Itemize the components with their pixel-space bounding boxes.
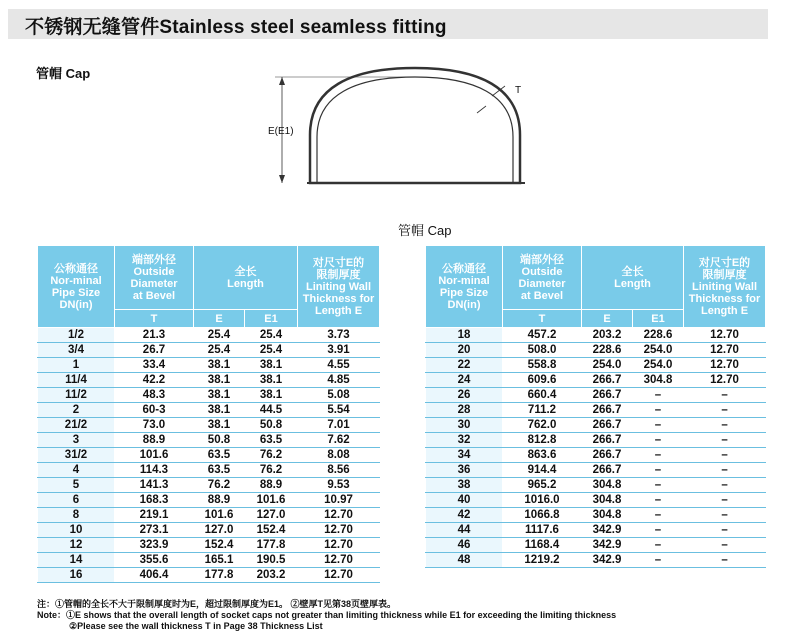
cell-pipe-size: 22 (426, 358, 503, 373)
table-row (426, 358, 766, 373)
cell-limit-thickness: 8.56 (298, 463, 380, 478)
cell-length-e1: 44.5 (245, 403, 298, 418)
header-limiting-thickness (298, 246, 380, 328)
header-line: Liniting Wall (692, 280, 757, 293)
cell-length-e1: – (633, 553, 684, 568)
cell-limit-thickness: 12.70 (298, 568, 380, 583)
table-row (38, 388, 380, 403)
cell-pipe-size: 36 (426, 463, 503, 478)
cell-pipe-size: 46 (426, 538, 503, 553)
cell-length-e: 228.6 (582, 343, 633, 358)
table-row (38, 328, 380, 343)
table-row (426, 523, 766, 538)
subheader-e: E (194, 310, 245, 328)
cell-length-e: 266.7 (582, 448, 633, 463)
cell-limit-thickness: 12.70 (684, 328, 766, 343)
header-length (582, 246, 684, 310)
cell-pipe-size: 16 (38, 568, 115, 583)
cell-length-e1: 63.5 (245, 433, 298, 448)
cell-limit-thickness: 12.70 (684, 358, 766, 373)
cell-pipe-size: 18 (426, 328, 503, 343)
cell-length-e1: – (633, 403, 684, 418)
table-row (38, 553, 380, 568)
cell-limit-thickness: 9.53 (298, 478, 380, 493)
table-row (426, 418, 766, 433)
header-line: 限制厚度 (702, 268, 747, 281)
header-line: 全长 (234, 265, 257, 278)
cell-limit-thickness: 12.70 (298, 523, 380, 538)
cell-outside-diameter: 812.8 (503, 433, 582, 448)
cell-limit-thickness: – (684, 463, 766, 478)
header-line: 全长 (621, 265, 644, 278)
cell-pipe-size: 26 (426, 388, 503, 403)
cell-length-e: 304.8 (582, 493, 633, 508)
cell-length-e: 76.2 (194, 478, 245, 493)
subheader-e1: E1 (245, 310, 298, 328)
cell-limit-thickness: 7.62 (298, 433, 380, 448)
cell-length-e: 177.8 (194, 568, 245, 583)
section-label: 管帽 Cap (36, 66, 91, 81)
header-line: Thickness for (688, 292, 761, 305)
cell-length-e1: 76.2 (245, 463, 298, 478)
cell-limit-thickness: – (684, 433, 766, 448)
cell-length-e: 342.9 (582, 553, 633, 568)
cell-length-e1: 190.5 (245, 553, 298, 568)
header-line: 端部外径 (132, 253, 176, 266)
cell-outside-diameter: 762.0 (503, 418, 582, 433)
header-line: at Bevel (520, 289, 564, 302)
cell-length-e: 342.9 (582, 538, 633, 553)
cell-pipe-size: 40 (426, 493, 503, 508)
cell-length-e1: 25.4 (245, 343, 298, 358)
cell-length-e: 63.5 (194, 448, 245, 463)
cell-limit-thickness: – (684, 388, 766, 403)
cell-outside-diameter: 1016.0 (503, 493, 582, 508)
cell-length-e1: 127.0 (245, 508, 298, 523)
cell-limit-thickness: – (684, 403, 766, 418)
page-title: 不锈钢无缝管件Stainless steel seamless fitting (25, 17, 447, 38)
subheader-t: T (115, 310, 194, 328)
table-row (426, 553, 766, 568)
cell-limit-thickness: 12.70 (298, 553, 380, 568)
cell-length-e: 88.9 (194, 493, 245, 508)
cell-outside-diameter: 21.3 (115, 328, 194, 343)
cell-limit-thickness: 5.08 (298, 388, 380, 403)
cell-limit-thickness: 12.70 (298, 508, 380, 523)
cell-limit-thickness: – (684, 538, 766, 553)
cell-length-e1: 152.4 (245, 523, 298, 538)
cell-length-e1: 38.1 (245, 358, 298, 373)
cell-pipe-size: 48 (426, 553, 503, 568)
cell-length-e1: 101.6 (245, 493, 298, 508)
dimension-table-right (425, 245, 766, 568)
cell-length-e: 266.7 (582, 403, 633, 418)
cap-diagram (255, 50, 555, 210)
cell-length-e: 203.2 (582, 328, 633, 343)
header-outside-diameter (115, 246, 194, 310)
cell-pipe-size: 10 (38, 523, 115, 538)
subheader-t: T (503, 310, 582, 328)
cell-outside-diameter: 965.2 (503, 478, 582, 493)
header-line: Length (614, 277, 651, 290)
header-line: Outside (521, 265, 563, 278)
table-row (38, 463, 380, 478)
cell-pipe-size: 34 (426, 448, 503, 463)
cell-limit-thickness: 5.54 (298, 403, 380, 418)
table-row (426, 538, 766, 553)
header-line: Liniting Wall (306, 280, 371, 293)
cell-length-e1: – (633, 388, 684, 403)
cap-inner-outline (317, 77, 513, 183)
subheader-e: E (582, 310, 633, 328)
cell-limit-thickness: – (684, 553, 766, 568)
cell-limit-thickness: 3.73 (298, 328, 380, 343)
header-line: Nor-minal (438, 274, 490, 287)
cell-length-e1: 88.9 (245, 478, 298, 493)
cell-length-e1: 38.1 (245, 373, 298, 388)
cell-limit-thickness: – (684, 448, 766, 463)
cell-length-e: 38.1 (194, 418, 245, 433)
header-line: Length E (314, 304, 363, 317)
cell-outside-diameter: 609.6 (503, 373, 582, 388)
cell-length-e: 304.8 (582, 478, 633, 493)
cell-outside-diameter: 711.2 (503, 403, 582, 418)
cell-outside-diameter: 48.3 (115, 388, 194, 403)
cell-outside-diameter: 863.6 (503, 448, 582, 463)
cell-length-e: 38.1 (194, 373, 245, 388)
cell-length-e: 25.4 (194, 343, 245, 358)
header-line: Outside (133, 265, 175, 278)
table-row (38, 478, 380, 493)
cell-pipe-size: 8 (38, 508, 115, 523)
cell-limit-thickness: 12.70 (298, 538, 380, 553)
cell-pipe-size: 12 (38, 538, 115, 553)
cell-pipe-size: 30 (426, 418, 503, 433)
cell-limit-thickness: – (684, 523, 766, 538)
t-dimension-label: T (515, 85, 522, 96)
cell-length-e: 266.7 (582, 418, 633, 433)
table-row (426, 343, 766, 358)
cell-length-e1: 228.6 (633, 328, 684, 343)
header-line: 对尺寸E的 (312, 256, 365, 269)
cell-pipe-size: 28 (426, 403, 503, 418)
table-row (426, 388, 766, 403)
title-bar (8, 9, 768, 39)
cell-limit-thickness: – (684, 508, 766, 523)
cell-length-e: 266.7 (582, 433, 633, 448)
cell-length-e: 304.8 (582, 508, 633, 523)
table-row (38, 403, 380, 418)
cell-pipe-size: 20 (426, 343, 503, 358)
e-dimension-label: E(E1) (268, 126, 294, 137)
table-row (426, 493, 766, 508)
cell-outside-diameter: 219.1 (115, 508, 194, 523)
header-line: Pipe Size (439, 286, 489, 299)
header-line: Pipe Size (51, 286, 101, 299)
cell-outside-diameter: 88.9 (115, 433, 194, 448)
cell-length-e1: – (633, 463, 684, 478)
table-row (38, 343, 380, 358)
header-line: Length E (700, 304, 749, 317)
header-length (194, 246, 298, 310)
cell-length-e1: – (633, 538, 684, 553)
table-row (38, 568, 380, 583)
note-chinese: 注：①管帽的全长不大于限制厚度时为E，超过限制厚度为E1。 ②壁厚T见第38页壁厚表。 (37, 599, 397, 609)
cell-outside-diameter: 355.6 (115, 553, 194, 568)
cell-outside-diameter: 914.4 (503, 463, 582, 478)
table-row (426, 448, 766, 463)
cell-length-e1: 203.2 (245, 568, 298, 583)
cell-length-e1: – (633, 433, 684, 448)
cell-limit-thickness: – (684, 493, 766, 508)
table-row (38, 523, 380, 538)
cell-pipe-size: 3 (38, 433, 115, 448)
cell-outside-diameter: 406.4 (115, 568, 194, 583)
table-row (38, 358, 380, 373)
header-line: at Bevel (132, 289, 176, 302)
header-line: Diameter (518, 277, 566, 290)
header-line: 公称通径 (54, 262, 98, 275)
cell-pipe-size: 3/4 (38, 343, 115, 358)
cell-outside-diameter: 1168.4 (503, 538, 582, 553)
cell-outside-diameter: 1066.8 (503, 508, 582, 523)
table-row (426, 463, 766, 478)
table-row (426, 403, 766, 418)
cell-length-e1: – (633, 418, 684, 433)
cell-length-e1: – (633, 448, 684, 463)
cell-length-e: 50.8 (194, 433, 245, 448)
cell-outside-diameter: 1219.2 (503, 553, 582, 568)
cell-length-e: 38.1 (194, 403, 245, 418)
cell-outside-diameter: 168.3 (115, 493, 194, 508)
cell-outside-diameter: 141.3 (115, 478, 194, 493)
cell-pipe-size: 11/2 (38, 388, 115, 403)
header-line: 限制厚度 (316, 268, 361, 281)
cell-pipe-size: 24 (426, 373, 503, 388)
header-line: 端部外径 (520, 253, 564, 266)
cell-pipe-size: 6 (38, 493, 115, 508)
cell-length-e1: – (633, 523, 684, 538)
cell-pipe-size: 11/4 (38, 373, 115, 388)
cell-limit-thickness: 12.70 (684, 343, 766, 358)
cell-length-e: 266.7 (582, 388, 633, 403)
cell-pipe-size: 38 (426, 478, 503, 493)
cell-length-e: 101.6 (194, 508, 245, 523)
cell-length-e: 38.1 (194, 388, 245, 403)
cap-outer-outline (310, 68, 520, 183)
cell-pipe-size: 4 (38, 463, 115, 478)
cell-limit-thickness: 3.91 (298, 343, 380, 358)
diagram-caption: 管帽 Cap (398, 223, 452, 238)
cell-limit-thickness: 7.01 (298, 418, 380, 433)
cell-outside-diameter: 73.0 (115, 418, 194, 433)
cell-outside-diameter: 26.7 (115, 343, 194, 358)
cell-outside-diameter: 42.2 (115, 373, 194, 388)
cell-outside-diameter: 273.1 (115, 523, 194, 538)
table-row (38, 508, 380, 523)
cell-pipe-size: 14 (38, 553, 115, 568)
table-row (38, 433, 380, 448)
cell-length-e: 38.1 (194, 358, 245, 373)
cell-length-e: 63.5 (194, 463, 245, 478)
cell-length-e: 127.0 (194, 523, 245, 538)
cell-limit-thickness: 4.55 (298, 358, 380, 373)
header-line: Nor-minal (50, 274, 102, 287)
cell-pipe-size: 42 (426, 508, 503, 523)
cell-pipe-size: 21/2 (38, 418, 115, 433)
cell-length-e: 25.4 (194, 328, 245, 343)
cell-outside-diameter: 101.6 (115, 448, 194, 463)
cell-length-e1: 177.8 (245, 538, 298, 553)
cell-limit-thickness: 10.97 (298, 493, 380, 508)
cell-limit-thickness: 8.08 (298, 448, 380, 463)
cell-outside-diameter: 1117.6 (503, 523, 582, 538)
cell-length-e: 165.1 (194, 553, 245, 568)
cell-outside-diameter: 558.8 (503, 358, 582, 373)
table-row (426, 433, 766, 448)
cell-length-e: 266.7 (582, 463, 633, 478)
table-row (426, 328, 766, 343)
header-line: DN(in) (59, 298, 93, 311)
cell-length-e: 266.7 (582, 373, 633, 388)
footnotes (37, 599, 616, 632)
cell-outside-diameter: 457.2 (503, 328, 582, 343)
cell-pipe-size: 44 (426, 523, 503, 538)
table-row (426, 373, 766, 388)
table-row (38, 538, 380, 553)
cell-length-e: 342.9 (582, 523, 633, 538)
cell-length-e1: 76.2 (245, 448, 298, 463)
cell-limit-thickness: 12.70 (684, 373, 766, 388)
note-english-1: Note：①E shows that the overall length of socket caps not greater than limiting thickness while E1 for exceeding the limiting thickness (37, 610, 617, 620)
cell-pipe-size: 31/2 (38, 448, 115, 463)
cell-length-e1: – (633, 478, 684, 493)
table-row (426, 478, 766, 493)
header-limiting-thickness (684, 246, 766, 328)
table-row (38, 373, 380, 388)
cell-pipe-size: 1/2 (38, 328, 115, 343)
header-line: Diameter (130, 277, 178, 290)
table-row (38, 448, 380, 463)
cell-length-e1: 50.8 (245, 418, 298, 433)
header-line: Thickness for (302, 292, 375, 305)
cell-outside-diameter: 33.4 (115, 358, 194, 373)
cell-length-e1: – (633, 508, 684, 523)
header-line: DN(in) (447, 298, 481, 311)
cell-outside-diameter: 60-3 (115, 403, 194, 418)
header-line: 对尺寸E的 (698, 256, 751, 269)
header-line: Length (227, 277, 264, 290)
dimension-table-left (37, 245, 380, 583)
cell-outside-diameter: 660.4 (503, 388, 582, 403)
cell-length-e1: – (633, 493, 684, 508)
cell-limit-thickness: 4.85 (298, 373, 380, 388)
note-english-2: ②Please see the wall thickness T in Page 38 Thickness List (69, 621, 323, 631)
cell-length-e: 254.0 (582, 358, 633, 373)
cell-limit-thickness: – (684, 478, 766, 493)
table-row (38, 493, 380, 508)
cell-length-e1: 254.0 (633, 343, 684, 358)
cell-pipe-size: 2 (38, 403, 115, 418)
cell-limit-thickness: – (684, 418, 766, 433)
cell-pipe-size: 32 (426, 433, 503, 448)
cell-length-e: 152.4 (194, 538, 245, 553)
cell-pipe-size: 5 (38, 478, 115, 493)
cell-length-e1: 304.8 (633, 373, 684, 388)
cell-outside-diameter: 114.3 (115, 463, 194, 478)
table-row (426, 508, 766, 523)
cell-outside-diameter: 323.9 (115, 538, 194, 553)
header-outside-diameter (503, 246, 582, 310)
subheader-e1: E1 (633, 310, 684, 328)
header-line: 公称通径 (442, 262, 486, 275)
header-pipe-size (426, 246, 503, 328)
cell-length-e1: 25.4 (245, 328, 298, 343)
cell-length-e1: 38.1 (245, 388, 298, 403)
cell-outside-diameter: 508.0 (503, 343, 582, 358)
cell-length-e1: 254.0 (633, 358, 684, 373)
cell-pipe-size: 1 (38, 358, 115, 373)
header-pipe-size (38, 246, 115, 328)
table-row (38, 418, 380, 433)
